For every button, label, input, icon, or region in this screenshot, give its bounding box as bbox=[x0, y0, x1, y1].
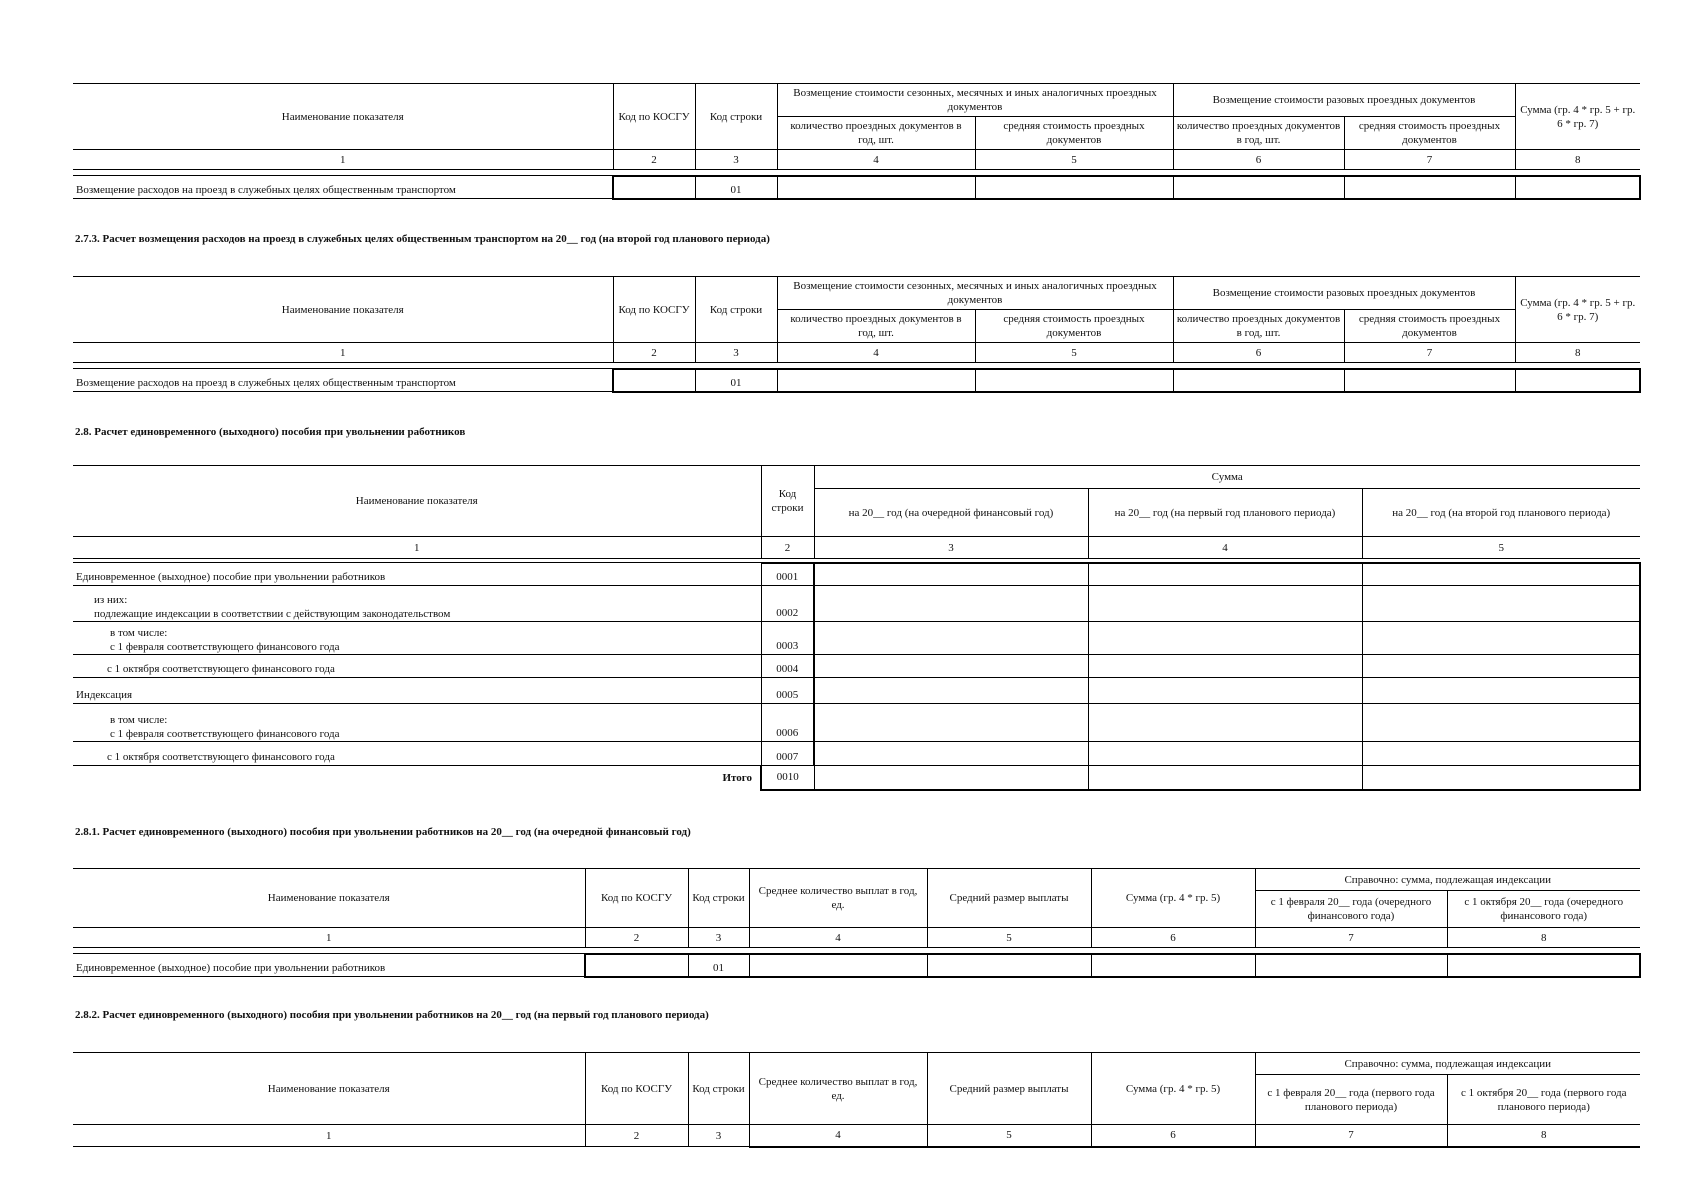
table-row bbox=[73, 622, 1640, 655]
col-num: 3 bbox=[688, 928, 749, 948]
col-num: 3 bbox=[695, 150, 777, 170]
col-header-season-group: Возмещение стоимости сезонных, месячных и иных аналогичных проездных документов bbox=[777, 277, 1173, 310]
col-header-kosgu: Код по КОСГУ bbox=[585, 1053, 688, 1125]
data-cell[interactable] bbox=[814, 678, 1088, 704]
table-severance bbox=[73, 465, 1641, 791]
table-row bbox=[73, 369, 1640, 392]
data-cell[interactable] bbox=[1088, 704, 1362, 742]
data-cell[interactable] bbox=[1088, 742, 1362, 766]
data-cell[interactable] bbox=[814, 742, 1088, 766]
data-cell[interactable] bbox=[1362, 704, 1640, 742]
col-header-kosgu: Код по КОСГУ bbox=[585, 869, 688, 928]
col-num: 5 bbox=[927, 928, 1091, 948]
row-name: подлежащие индексации в соответствии с действующим законодательством bbox=[94, 608, 451, 620]
data-cell[interactable] bbox=[1515, 369, 1640, 392]
col-header-code: Код строки bbox=[695, 277, 777, 343]
row-code: 0005 bbox=[761, 678, 814, 704]
kosgu-cell[interactable] bbox=[613, 369, 695, 392]
col-header-oct: с 1 октября 20__ года (первого года планового периода) bbox=[1447, 1075, 1640, 1125]
row-code: 01 bbox=[695, 369, 777, 392]
row-code: 0007 bbox=[761, 742, 814, 766]
col-header-sum: Сумма bbox=[814, 466, 1640, 489]
row-name: Возмещение расходов на проезд в служебных целях общественным транспортом bbox=[73, 176, 613, 199]
col-num: 6 bbox=[1091, 1125, 1255, 1147]
col-header-season-group: Возмещение стоимости сезонных, месячных и иных аналогичных проездных документов bbox=[777, 84, 1173, 117]
data-cell[interactable] bbox=[1362, 655, 1640, 678]
col-num: 8 bbox=[1447, 928, 1640, 948]
data-cell[interactable] bbox=[1344, 176, 1515, 199]
data-cell[interactable] bbox=[1447, 954, 1640, 977]
col-num: 8 bbox=[1515, 150, 1640, 170]
row-code: 0003 bbox=[761, 622, 814, 655]
data-cell[interactable] bbox=[777, 369, 975, 392]
data-cell[interactable] bbox=[975, 369, 1173, 392]
col-header-sum: Сумма (гр. 4 * гр. 5) bbox=[1091, 1053, 1255, 1125]
col-header-season-qty: количество проездных документов в год, шт. bbox=[777, 117, 975, 150]
col-header-season-cost: средняя стоимость проездных документов bbox=[975, 117, 1173, 150]
col-header-single-qty: количество проездных документов в год, шт. bbox=[1173, 117, 1344, 150]
table-row bbox=[73, 742, 1640, 766]
data-cell[interactable] bbox=[975, 176, 1173, 199]
row-pre: из них: bbox=[94, 594, 128, 606]
col-header-code: Код строки bbox=[688, 1053, 749, 1125]
data-cell[interactable] bbox=[1515, 176, 1640, 199]
col-header-oct: с 1 октября 20__ года (очередного финансового года) bbox=[1447, 891, 1640, 928]
col-num: 2 bbox=[613, 343, 695, 363]
row-code: 0004 bbox=[761, 655, 814, 678]
table-travel-year1 bbox=[73, 83, 1641, 200]
row-code: 0001 bbox=[761, 563, 814, 586]
data-cell[interactable] bbox=[814, 586, 1088, 622]
col-header-year1: на 20__ год (на очередной финансовый год) bbox=[814, 489, 1088, 537]
col-header-name: Наименование показателя bbox=[73, 277, 613, 343]
section-heading-2-7-3: 2.7.3. Расчет возмещения расходов на проезд в служебных целях общественным транспортом на 20__ год (на второй год планового периода) bbox=[75, 233, 770, 245]
col-num: 1 bbox=[73, 150, 613, 170]
data-cell[interactable] bbox=[1088, 622, 1362, 655]
col-header-kosgu: Код по КОСГУ bbox=[613, 84, 695, 150]
kosgu-cell[interactable] bbox=[613, 176, 695, 199]
col-header-single-group: Возмещение стоимости разовых проездных документов bbox=[1173, 277, 1515, 310]
col-num: 6 bbox=[1173, 343, 1344, 363]
col-header-ref: Справочно: сумма, подлежащая индексации bbox=[1255, 869, 1640, 891]
data-cell[interactable] bbox=[1362, 766, 1640, 790]
row-name-total: Итого bbox=[722, 771, 752, 784]
row-pre: в том числе: bbox=[110, 714, 168, 726]
col-num: 6 bbox=[1091, 928, 1255, 948]
row-code: 0002 bbox=[761, 586, 814, 622]
col-header-name: Наименование показателя bbox=[73, 869, 585, 928]
data-cell[interactable] bbox=[814, 704, 1088, 742]
col-num: 4 bbox=[749, 928, 927, 948]
col-num: 7 bbox=[1344, 150, 1515, 170]
table-severance-year2 bbox=[73, 1052, 1640, 1148]
col-header-avg-size: Средний размер выплаты bbox=[927, 1053, 1091, 1125]
col-num: 4 bbox=[777, 343, 975, 363]
col-num: 2 bbox=[761, 537, 814, 559]
col-num: 2 bbox=[585, 1125, 688, 1147]
col-header-avg-size: Средний размер выплаты bbox=[927, 869, 1091, 928]
col-num: 7 bbox=[1255, 1125, 1447, 1147]
data-cell[interactable] bbox=[1173, 176, 1344, 199]
table-row bbox=[73, 655, 1640, 678]
data-cell[interactable] bbox=[1173, 369, 1344, 392]
col-header-single-cost: средняя стоимость проездных документов bbox=[1344, 310, 1515, 343]
data-cell[interactable] bbox=[777, 176, 975, 199]
col-header-sum: Сумма (гр. 4 * гр. 5) bbox=[1091, 869, 1255, 928]
data-cell[interactable] bbox=[1362, 622, 1640, 655]
col-header-code: Код строки bbox=[688, 869, 749, 928]
col-header-single-group: Возмещение стоимости разовых проездных документов bbox=[1173, 84, 1515, 117]
col-num: 5 bbox=[1362, 537, 1640, 559]
row-name: с 1 февраля соответствующего финансового года bbox=[110, 728, 340, 740]
data-cell[interactable] bbox=[1088, 655, 1362, 678]
col-num: 5 bbox=[927, 1125, 1091, 1147]
col-header-kosgu: Код по КОСГУ bbox=[613, 277, 695, 343]
col-num: 7 bbox=[1255, 928, 1447, 948]
kosgu-cell[interactable] bbox=[585, 954, 688, 977]
col-num: 1 bbox=[73, 537, 761, 559]
data-cell[interactable] bbox=[1362, 678, 1640, 704]
col-header-sum: Сумма (гр. 4 * гр. 5 + гр. 6 * гр. 7) bbox=[1515, 84, 1640, 150]
col-header-ref: Справочно: сумма, подлежащая индексации bbox=[1255, 1053, 1640, 1075]
table-row bbox=[73, 954, 1640, 977]
table-row bbox=[73, 586, 1640, 622]
col-header-name: Наименование показателя bbox=[73, 1053, 585, 1125]
section-heading-2-8-2: 2.8.2. Расчет единовременного (выходного) пособия при увольнении работников на 20__ год (на первый год планового периода) bbox=[75, 1009, 709, 1021]
row-name: Единовременное (выходное) пособие при увольнении работников bbox=[73, 954, 585, 977]
row-code: 0006 bbox=[761, 704, 814, 742]
data-cell[interactable] bbox=[814, 766, 1088, 790]
data-cell[interactable] bbox=[1344, 369, 1515, 392]
col-num: 5 bbox=[975, 343, 1173, 363]
col-header-single-cost: средняя стоимость проездных документов bbox=[1344, 117, 1515, 150]
col-header-feb: с 1 февраля 20__ года (очередного финансового года) bbox=[1255, 891, 1447, 928]
row-name: Индексация bbox=[73, 678, 761, 704]
section-heading-2-8-1: 2.8.1. Расчет единовременного (выходного) пособия при увольнении работников на 20__ год (на очередной финансовый год) bbox=[75, 826, 691, 838]
data-cell[interactable] bbox=[1091, 954, 1255, 977]
table-row bbox=[73, 704, 1640, 742]
col-num: 1 bbox=[73, 343, 613, 363]
col-num: 7 bbox=[1344, 343, 1515, 363]
row-code: 0010 bbox=[761, 766, 814, 790]
col-header-year3: на 20__ год (на второй год планового периода) bbox=[1362, 489, 1640, 537]
col-header-season-qty: количество проездных документов в год, шт. bbox=[777, 310, 975, 343]
data-cell[interactable] bbox=[1362, 563, 1640, 586]
data-cell[interactable] bbox=[1088, 678, 1362, 704]
col-header-code: Код строки bbox=[761, 466, 814, 537]
col-num: 2 bbox=[613, 150, 695, 170]
data-cell[interactable] bbox=[749, 954, 927, 977]
col-header-name: Наименование показателя bbox=[73, 84, 613, 150]
col-num: 4 bbox=[1088, 537, 1362, 559]
col-num: 8 bbox=[1515, 343, 1640, 363]
col-num: 1 bbox=[73, 1125, 585, 1147]
row-name: Единовременное (выходное) пособие при увольнении работников bbox=[73, 563, 761, 586]
row-name: с 1 февраля соответствующего финансового года bbox=[110, 641, 340, 653]
col-header-feb: с 1 февраля 20__ года (первого года планового периода) bbox=[1255, 1075, 1447, 1125]
col-num: 8 bbox=[1447, 1125, 1640, 1147]
col-header-avg-count: Среднее количество выплат в год, ед. bbox=[749, 1053, 927, 1125]
col-header-avg-count: Среднее количество выплат в год, ед. bbox=[749, 869, 927, 928]
col-header-code: Код строки bbox=[695, 84, 777, 150]
data-cell[interactable] bbox=[814, 622, 1088, 655]
col-header-season-cost: средняя стоимость проездных документов bbox=[975, 310, 1173, 343]
col-header-sum: Сумма (гр. 4 * гр. 5 + гр. 6 * гр. 7) bbox=[1515, 277, 1640, 343]
data-cell[interactable] bbox=[927, 954, 1091, 977]
row-code: 01 bbox=[688, 954, 749, 977]
col-num: 6 bbox=[1173, 150, 1344, 170]
data-cell[interactable] bbox=[1362, 586, 1640, 622]
col-num: 3 bbox=[814, 537, 1088, 559]
table-row bbox=[73, 176, 1640, 199]
row-pre: в том числе: bbox=[110, 627, 168, 639]
col-num: 1 bbox=[73, 928, 585, 948]
col-header-single-qty: количество проездных документов в год, шт. bbox=[1173, 310, 1344, 343]
data-cell[interactable] bbox=[1088, 766, 1362, 790]
col-num: 5 bbox=[975, 150, 1173, 170]
section-heading-2-8: 2.8. Расчет единовременного (выходного) пособия при увольнении работников bbox=[75, 426, 466, 438]
data-cell[interactable] bbox=[1088, 586, 1362, 622]
data-cell[interactable] bbox=[1255, 954, 1447, 977]
data-cell[interactable] bbox=[1362, 742, 1640, 766]
col-num: 3 bbox=[695, 343, 777, 363]
table-row-total bbox=[73, 766, 1640, 790]
col-num: 4 bbox=[749, 1125, 927, 1147]
col-num: 2 bbox=[585, 928, 688, 948]
row-name: с 1 октября соответствующего финансового года bbox=[73, 742, 761, 766]
row-code: 01 bbox=[695, 176, 777, 199]
table-row bbox=[73, 678, 1640, 704]
col-num: 3 bbox=[688, 1125, 749, 1147]
row-name: Возмещение расходов на проезд в служебных целях общественным транспортом bbox=[73, 369, 613, 392]
table-severance-year1 bbox=[73, 868, 1641, 978]
row-name: с 1 октября соответствующего финансового года bbox=[73, 655, 761, 678]
data-cell[interactable] bbox=[1088, 563, 1362, 586]
table-row bbox=[73, 563, 1640, 586]
col-header-year2: на 20__ год (на первый год планового периода) bbox=[1088, 489, 1362, 537]
col-num: 4 bbox=[777, 150, 975, 170]
data-cell[interactable] bbox=[814, 655, 1088, 678]
table-travel-year3 bbox=[73, 276, 1641, 393]
col-header-name: Наименование показателя bbox=[73, 466, 761, 537]
data-cell[interactable] bbox=[814, 563, 1088, 586]
